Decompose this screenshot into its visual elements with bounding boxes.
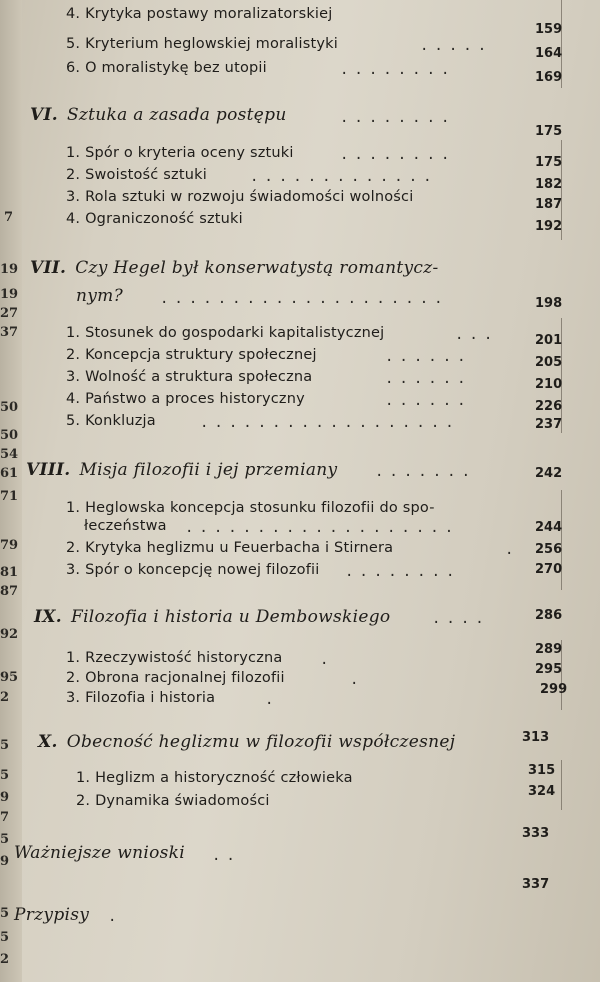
toc-subsection — [66, 60, 267, 76]
leader-dots: . — [320, 652, 335, 668]
entry-title: Krytyka postawy moralizatorskiej — [85, 6, 333, 22]
page-number: 324 — [528, 784, 556, 799]
leader-dots: ....... — [375, 464, 477, 480]
page-number: 182 — [535, 177, 563, 192]
page-number: 175 — [535, 124, 563, 139]
chapter-numeral: VII. — [30, 258, 67, 278]
toc-subsection — [66, 325, 384, 341]
toc-chapter — [26, 460, 337, 480]
toc-subsection — [66, 670, 285, 686]
toc-subsection — [66, 391, 305, 407]
toc-subsection — [66, 189, 413, 205]
entry-title: Ograniczoność sztuki — [85, 211, 243, 227]
previous-page-number: 5 — [0, 832, 10, 847]
previous-page-number: 50 — [0, 428, 19, 443]
page-number: 205 — [535, 355, 563, 370]
entry-title: Państwo a proces historyczny — [85, 391, 305, 407]
previous-page-number: 19 — [0, 262, 19, 277]
leader-dots: .................... — [160, 291, 449, 307]
divider — [561, 760, 562, 810]
leader-dots: .... — [432, 611, 490, 627]
entry-number: 5. — [66, 36, 81, 52]
entry-title: Spór o kryteria oceny sztuki — [85, 145, 294, 161]
toc-subsection — [76, 793, 270, 809]
page-number: 256 — [535, 542, 563, 557]
toc-chapter — [34, 607, 390, 627]
entry-title: Konkluzja — [85, 413, 156, 429]
previous-page-number: 7 — [4, 210, 14, 225]
toc-subsection-continuation: łeczeństwa — [84, 518, 167, 534]
entry-title: Swoistość sztuki — [85, 167, 207, 183]
previous-page-number: 54 — [0, 447, 19, 462]
entry-number: 3. — [66, 189, 81, 205]
page-number: 164 — [535, 46, 563, 61]
previous-page-number: 5 — [0, 738, 10, 753]
page-number: 244 — [535, 520, 563, 535]
entry-number: 2. — [66, 540, 81, 556]
leader-dots: ..... — [420, 38, 493, 54]
toc-chapter: Przypisy — [14, 905, 90, 925]
page-number: 289 — [535, 642, 563, 657]
chapter-numeral: X. — [38, 732, 58, 752]
toc-subsection — [66, 690, 215, 706]
leader-dots: .. — [212, 848, 241, 864]
previous-page-number: 87 — [0, 584, 19, 599]
previous-page-number: 37 — [0, 325, 19, 340]
previous-page-number: 79 — [0, 538, 19, 553]
entry-title: Spór o koncepcję nowej filozofii — [85, 562, 320, 578]
chapter-numeral: IX. — [34, 607, 62, 627]
entry-title: Koncepcja struktury społecznej — [85, 347, 317, 363]
previous-page-number: 27 — [0, 306, 19, 321]
leader-dots: ............. — [250, 169, 438, 185]
leader-dots: . — [108, 909, 123, 925]
toc-subsection — [66, 540, 393, 556]
entry-number: 6. — [66, 60, 81, 76]
page-number: 201 — [535, 333, 563, 348]
toc-subsection — [76, 770, 353, 786]
entry-number: 3. — [66, 369, 81, 385]
page-number: 198 — [535, 296, 563, 311]
previous-page-number: 61 — [0, 466, 19, 481]
entry-number: 4. — [66, 391, 81, 407]
entry-number: 1. — [66, 500, 81, 516]
toc-chapter — [30, 105, 287, 125]
entry-number: 1. — [66, 650, 81, 666]
entry-title: Czy Hegel był konserwatystą romantycz- — [75, 258, 439, 278]
entry-title: Krytyka heglizmu u Feuerbacha i Stirnera — [85, 540, 394, 556]
entry-title: Misja filozofii i jej przemiany — [79, 460, 338, 480]
entry-number: 3. — [66, 690, 81, 706]
previous-page-number: 7 — [0, 810, 10, 825]
entry-title: Filozofia i historia — [85, 690, 216, 706]
page-number: 159 — [535, 22, 563, 37]
toc-subsection — [66, 562, 320, 578]
page-number: 313 — [522, 730, 550, 745]
entry-title: O moralistykę bez utopii — [85, 60, 267, 76]
entry-title: Dynamika świadomości — [95, 793, 270, 809]
previous-page-number: 2 — [0, 952, 10, 967]
entry-title: Wolność a struktura społeczna — [85, 369, 313, 385]
entry-number: 1. — [76, 770, 91, 786]
leader-dots: ................... — [185, 520, 460, 536]
page-number: 242 — [535, 466, 563, 481]
page-number: 210 — [535, 377, 563, 392]
entry-title: Heglizm a historyczność człowieka — [95, 770, 353, 786]
page-number: 299 — [540, 682, 568, 697]
page-number: 286 — [535, 608, 563, 623]
leader-dots: ........ — [340, 110, 456, 126]
entry-number: 5. — [66, 413, 81, 429]
toc-subsection — [66, 167, 207, 183]
previous-page-number: 2 — [0, 690, 10, 705]
toc-subsection — [66, 347, 317, 363]
page-number: 175 — [535, 155, 563, 170]
entry-title: Filozofia i historia u Dembowskiego — [70, 607, 391, 627]
page-number: 169 — [535, 70, 563, 85]
entry-title: Kryterium heglowskiej moralistyki — [85, 36, 338, 52]
leader-dots: .................. — [200, 415, 460, 431]
page-number: 295 — [535, 662, 563, 677]
entry-title: Sztuka a zasada postępu — [66, 105, 287, 125]
previous-page-number: 71 — [0, 489, 19, 504]
previous-page-number: 95 — [0, 670, 19, 685]
leader-dots: ...... — [385, 371, 472, 387]
chapter-numeral: VI. — [30, 105, 58, 125]
entry-number: 1. — [66, 325, 81, 341]
toc-chapter — [30, 258, 439, 278]
entry-number: 2. — [66, 347, 81, 363]
previous-page-number: 92 — [0, 627, 19, 642]
entry-number: 4. — [66, 211, 81, 227]
toc-subsection — [66, 369, 312, 385]
toc-subsection — [66, 145, 294, 161]
previous-page-number: 9 — [0, 854, 10, 869]
leader-dots: ........ — [345, 564, 461, 580]
previous-page-number: 50 — [0, 400, 19, 415]
toc-chapter: Ważniejsze wnioski — [14, 843, 185, 863]
leader-dots: ... — [455, 327, 499, 343]
toc-subsection — [66, 650, 283, 666]
entry-number: 2. — [76, 793, 91, 809]
toc-subsection — [66, 413, 156, 429]
entry-number: 1. — [66, 145, 81, 161]
toc-subsection — [66, 6, 333, 22]
entry-title: Rzeczywistość historyczna — [85, 650, 283, 666]
entry-title: Stosunek do gospodarki kapitalistycznej — [85, 325, 385, 341]
page-number: 226 — [535, 399, 563, 414]
page-number: 333 — [522, 826, 550, 841]
page-number: 187 — [535, 197, 563, 212]
entry-number: 2. — [66, 167, 81, 183]
page-number: 337 — [522, 877, 550, 892]
entry-title: Rola sztuki w rozwoju świadomości wolności — [85, 189, 414, 205]
previous-page-number: 19 — [0, 287, 19, 302]
entry-number: 4. — [66, 6, 81, 22]
entry-number: 2. — [66, 670, 81, 686]
leader-dots: ........ — [340, 147, 456, 163]
entry-title: Obecność heglizmu w filozofii współczesnej — [66, 732, 456, 752]
leader-dots: ........ — [340, 62, 456, 78]
leader-dots: ...... — [385, 393, 472, 409]
page-number: 192 — [535, 219, 563, 234]
toc-subsection — [66, 36, 338, 52]
toc-subsection — [66, 500, 435, 516]
previous-page-number: 5 — [0, 906, 10, 921]
page-number: 270 — [535, 562, 563, 577]
toc-chapter — [38, 732, 455, 752]
page-number: 315 — [528, 763, 556, 778]
previous-page-number: 5 — [0, 930, 10, 945]
toc-chapter-continuation: nym? — [76, 286, 123, 306]
entry-title: Heglowska koncepcja stosunku filozofii do spo- — [85, 500, 435, 516]
previous-page-number: 5 — [0, 768, 10, 783]
leader-dots: . — [350, 672, 365, 688]
leader-dots: . — [505, 542, 520, 558]
previous-page-number: 9 — [0, 790, 10, 805]
chapter-numeral: VIII. — [26, 460, 71, 480]
leader-dots: ...... — [385, 349, 472, 365]
entry-number: 3. — [66, 562, 81, 578]
entry-title: Obrona racjonalnej filozofii — [85, 670, 285, 686]
leader-dots: . — [265, 692, 280, 708]
toc-subsection — [66, 211, 243, 227]
page-number: 237 — [535, 417, 563, 432]
previous-page-number: 81 — [0, 565, 19, 580]
